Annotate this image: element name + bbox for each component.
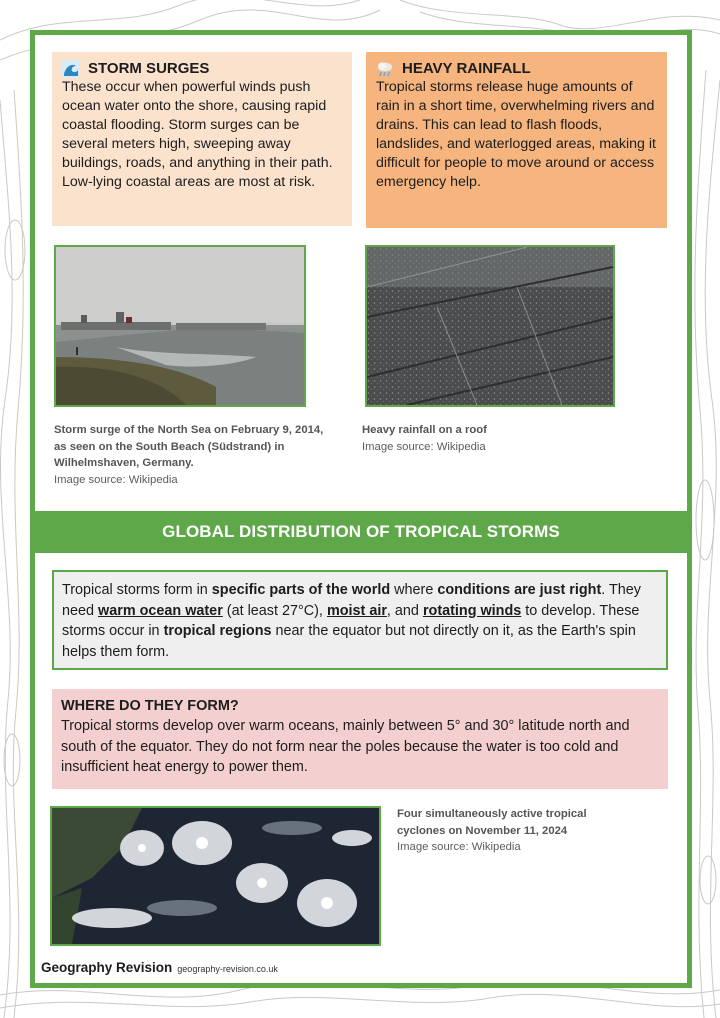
heavy-rainfall-photo — [365, 245, 615, 407]
storm-surges-text: These occur when powerful winds push ocean water onto the shore, causing rapid coastal flooding. Storm surges can be several meters high, sweeping away buildings, roads, and anything in their path. Low-lying coastal areas are most at risk. — [62, 79, 333, 190]
intro-text: to develop. These storms occur in — [62, 602, 640, 639]
satellite-caption — [397, 806, 637, 856]
heavy-rainfall-text: Tropical storms release huge amounts of rain in a short time, overwhelming rivers and drains. This can lead to flash floods, landslides, and waterlogged areas, making it difficult for people to move around or access emergency help. — [376, 79, 656, 190]
intro-underlined-text: moist air — [326, 602, 387, 619]
intro-underlined-text: rotating winds — [422, 602, 522, 619]
storm-surge-photo — [54, 245, 306, 407]
footer-brand: Geography Revision — [41, 960, 173, 975]
satellite-caption-text: Four simultaneously active tropical cyclones on November 11, 2024 — [397, 808, 587, 837]
intro-text: Tropical storms form in — [62, 582, 212, 598]
intro-underlined-text: warm ocean water — [98, 602, 223, 619]
intro-text: . They need — [62, 582, 641, 619]
heavy-rainfall-heading — [376, 60, 657, 78]
storm-surge-caption-text: Storm surge of the North Sea on February 9, 2014, as seen on the South Beach (Südstrand) in Wilhelmshaven, Germany. — [54, 424, 324, 469]
intro-bold-text: conditions are just right — [437, 582, 602, 598]
storm-surges-heading — [62, 60, 342, 78]
intro-text: (at least 27°C), — [222, 602, 327, 619]
section-banner-title: GLOBAL DISTRIBUTION OF TROPICAL STORMS — [162, 522, 560, 541]
heavy-rainfall-box — [366, 52, 667, 228]
storm-surges-title: STORM SURGES — [88, 60, 210, 77]
footer — [41, 960, 278, 975]
storm-surge-caption — [54, 422, 334, 488]
intro-box — [52, 570, 668, 670]
intro-text: where — [390, 582, 438, 598]
where-box — [52, 689, 668, 789]
heavy-rainfall-caption-text: Heavy rainfall on a roof — [362, 424, 487, 436]
tropical-cyclones-satellite-photo — [50, 806, 381, 946]
heavy-rainfall-title: HEAVY RAINFALL — [402, 60, 531, 77]
wave-icon — [62, 60, 80, 78]
where-text: Tropical storms develop over warm oceans, mainly between 5° and 30° latitude north and south of the equator. They do not form near the poles because the water is too cold and insufficient heat energy to power them. — [61, 718, 630, 775]
intro-bold-text: tropical regions — [163, 623, 272, 639]
rain-cloud-icon — [376, 60, 394, 78]
intro-text: , and — [386, 602, 423, 619]
intro-text: near the equator but not directly on it, as the Earth's spin helps them form. — [62, 623, 636, 660]
storm-surge-image-source: Image source: Wikipedia — [54, 473, 178, 486]
section-banner — [33, 511, 689, 553]
intro-bold-text: specific parts of the world — [211, 582, 391, 598]
where-title: WHERE DO THEY FORM? — [61, 698, 239, 714]
heavy-rainfall-image-source: Image source: Wikipedia — [362, 440, 486, 453]
footer-site-link[interactable]: geography-revision.co.uk — [177, 964, 278, 974]
heavy-rainfall-caption — [362, 422, 622, 455]
satellite-image-source: Image source: Wikipedia — [397, 841, 521, 853]
storm-surges-box — [52, 52, 352, 226]
